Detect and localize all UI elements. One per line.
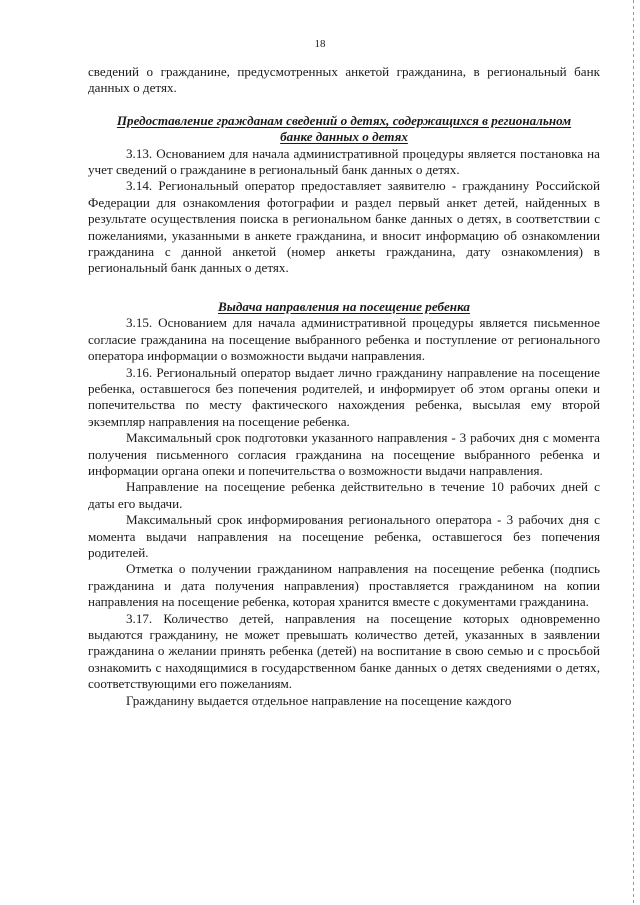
document-body — [88, 64, 600, 709]
paragraph-validity: Направление на посещение ребенка действительно в течение 10 рабочих дней с даты его выдачи. — [88, 479, 600, 511]
paragraph-continuation: сведений о гражданине, предусмотренных анкетой гражданина, в региональный банк данных о детях. — [88, 64, 600, 96]
paragraph-3-16: 3.16. Региональный оператор выдает лично гражданину направление на посещение ребенка, оставшегося без попечения родителей, и информирует об этом органы опеки и попечительства по месту фактического нахождения ребенка, высылая ему второй экземпляр направления на посещение ребенка. — [88, 364, 600, 429]
page-number: 18 — [314, 38, 326, 50]
section-heading-1: Предоставление гражданам сведений о детях, содержащихся в региональном банке данных о детях — [116, 112, 572, 145]
paragraph-3-13: 3.13. Основанием для начала административной процедуры является постановка на учет сведений о гражданине в региональный банк данных о детях. — [88, 145, 600, 178]
paragraph-3-17: 3.17. Количество детей, направления на посещение которых одновременно выдаются гражданину, не может превышать количество детей, указанных в заявлении гражданина о желании принять ребенка (детей) на воспитание в свою семью и с просьбой ознакомить с находящимися в государственном банке данных о детях сведениями о детях, соответствующими его пожеланиям. — [88, 610, 600, 692]
scan-edge-line — [633, 0, 634, 905]
paragraph-3-15: 3.15. Основанием для начала административной процедуры является письменное согласие гражданина на посещение выбранного ребенка и поступление от регионального оператора информации о возможности выдачи направления. — [88, 315, 600, 364]
paragraph-receipt-mark: Отметка о получении гражданином направления на посещение ребенка (подпись гражданина и дата получения направления) проставляется гражданином на копии направления на посещение ребенка, которая хранится вместе с документами гражданина. — [88, 561, 600, 610]
paragraph-max-term-preparation: Максимальный срок подготовки указанного направления - 3 рабочих дня с момента получения письменного согласия гражданина на посещение выбранного ребенка и информации органа опеки и попечительства о возможности выдачи направления. — [88, 430, 600, 478]
paragraph-max-term-informing: Максимальный срок информирования регионального оператора - 3 рабочих дня с момента выдачи направления на посещение ребенка, оставшегося без попечения родителей. — [88, 512, 600, 560]
paragraph-separate-referral: Гражданину выдается отдельное направление на посещение каждого — [126, 692, 512, 708]
paragraph-3-14: 3.14. Региональный оператор предоставляет заявителю - гражданину Российской Федерации для ознакомления фотографии и раздел первый анкет детей, найденных в результате осуществления поиска в региональном банке данных о детях, в соответствии с пожеланиями, указанными в анкете гражданина, и вносит информацию об ознакомлении гражданина с данной анкетой (номер анкеты гражданина, дату ознакомления) в региональный банк данных о детях. — [88, 178, 600, 276]
section-heading-2: Выдача направления на посещение ребенка — [218, 298, 470, 314]
